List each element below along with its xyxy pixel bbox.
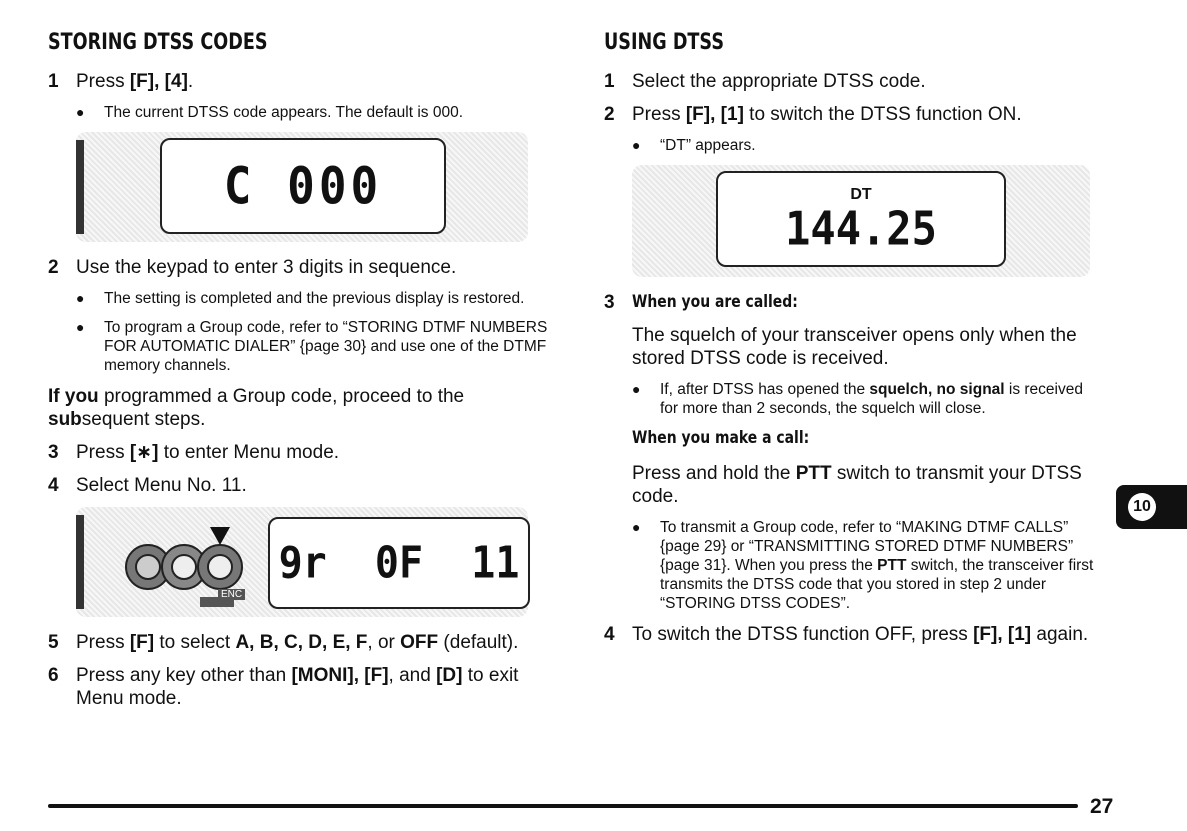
bullet-icon: ● <box>632 519 641 535</box>
bullet-item: ● To program a Group code, refer to “STORING DTMF NUMBERS FOR AUTOMATIC DIALER” {page 30} and use one of the DTMF memory channels. <box>76 319 548 374</box>
step-5: 5 Press [F] to select A, B, C, D, E, F, or OFF (default). <box>48 632 519 653</box>
step-3: 3 When you are called: <box>604 292 798 313</box>
bullet-icon: ● <box>632 381 641 397</box>
section-title-using: USING DTSS <box>604 30 724 55</box>
left-column <box>48 30 548 720</box>
display-edge <box>76 140 84 234</box>
chapter-number: 10 <box>1128 493 1156 521</box>
dt-indicator: DT <box>850 185 872 203</box>
page-number: 27 <box>1090 795 1114 818</box>
display-edge <box>76 515 84 609</box>
called-paragraph: The squelch of your transceiver opens only when the stored DTSS code is received. <box>632 325 1077 369</box>
chapter-tab <box>1116 485 1187 529</box>
step-2: 2 Use the keypad to enter 3 digits in sequence. <box>48 257 457 278</box>
lcd-readout: 144.25 <box>785 201 937 255</box>
lcd-display-menu <box>76 507 528 617</box>
step-6: 6 Press any key other than [MONI], [F], and [D] to exit Menu mode. <box>48 665 519 709</box>
step-1: 1 Press [F], [4]. <box>48 71 194 92</box>
footer-rule <box>48 804 1078 808</box>
right-column <box>604 30 1104 656</box>
bullet-item: ● To transmit a Group code, refer to “MAKING DTMF CALLS” {page 29} or “TRANSMITTING STORED DTMF NUMBERS” {page 31}. When you press the PTT switch, the transceiver first transmits the DTSS code that you stored in step 2 under “STORING DTSS CODES”. <box>632 519 1094 612</box>
bullet-item: ● The setting is completed and the previous display is restored. <box>76 290 525 307</box>
bullet-icon: ● <box>632 137 641 153</box>
step-1: 1 Select the appropriate DTSS code. <box>604 71 926 92</box>
bullet-icon: ● <box>76 290 85 306</box>
star-key: [∗] <box>129 442 159 463</box>
step-3: 3 Press [∗] to enter Menu mode. <box>48 442 340 463</box>
step-2: 2 Press [F], [1] to switch the DTSS function ON. <box>604 104 1022 125</box>
key-sequence: [F], [4] <box>129 71 188 92</box>
bullet-item: ● The current DTSS code appears. The default is 000. <box>76 104 463 121</box>
bullet-item: ● “DT” appears. <box>632 137 756 154</box>
make-call-paragraph: Press and hold the PTT switch to transmit your DTSS code. <box>632 463 1082 507</box>
step-4: 4 To switch the DTSS function OFF, press [F], [1] again. <box>604 624 1089 645</box>
bullet-icon: ● <box>76 104 85 120</box>
make-call-heading: When you make a call: <box>632 428 810 448</box>
step-4: 4 Select Menu No. 11. <box>48 475 247 496</box>
bullet-item: ● If, after DTSS has opened the squelch, no signal is received for more than 2 seconds, the squelch will close. <box>632 381 1083 417</box>
lcd-display-frequency <box>632 165 1090 277</box>
lcd-display-code <box>76 132 528 242</box>
section-title-storing: STORING DTSS CODES <box>48 30 268 55</box>
lcd-readout: C 000 <box>223 156 383 216</box>
lcd-readout: 9r 0F 11 <box>278 537 520 589</box>
bullet-icon: ● <box>76 319 85 335</box>
group-code-note: If you programmed a Group code, proceed to the subsequent steps. <box>48 386 465 430</box>
enc-label: ENC <box>218 589 245 600</box>
